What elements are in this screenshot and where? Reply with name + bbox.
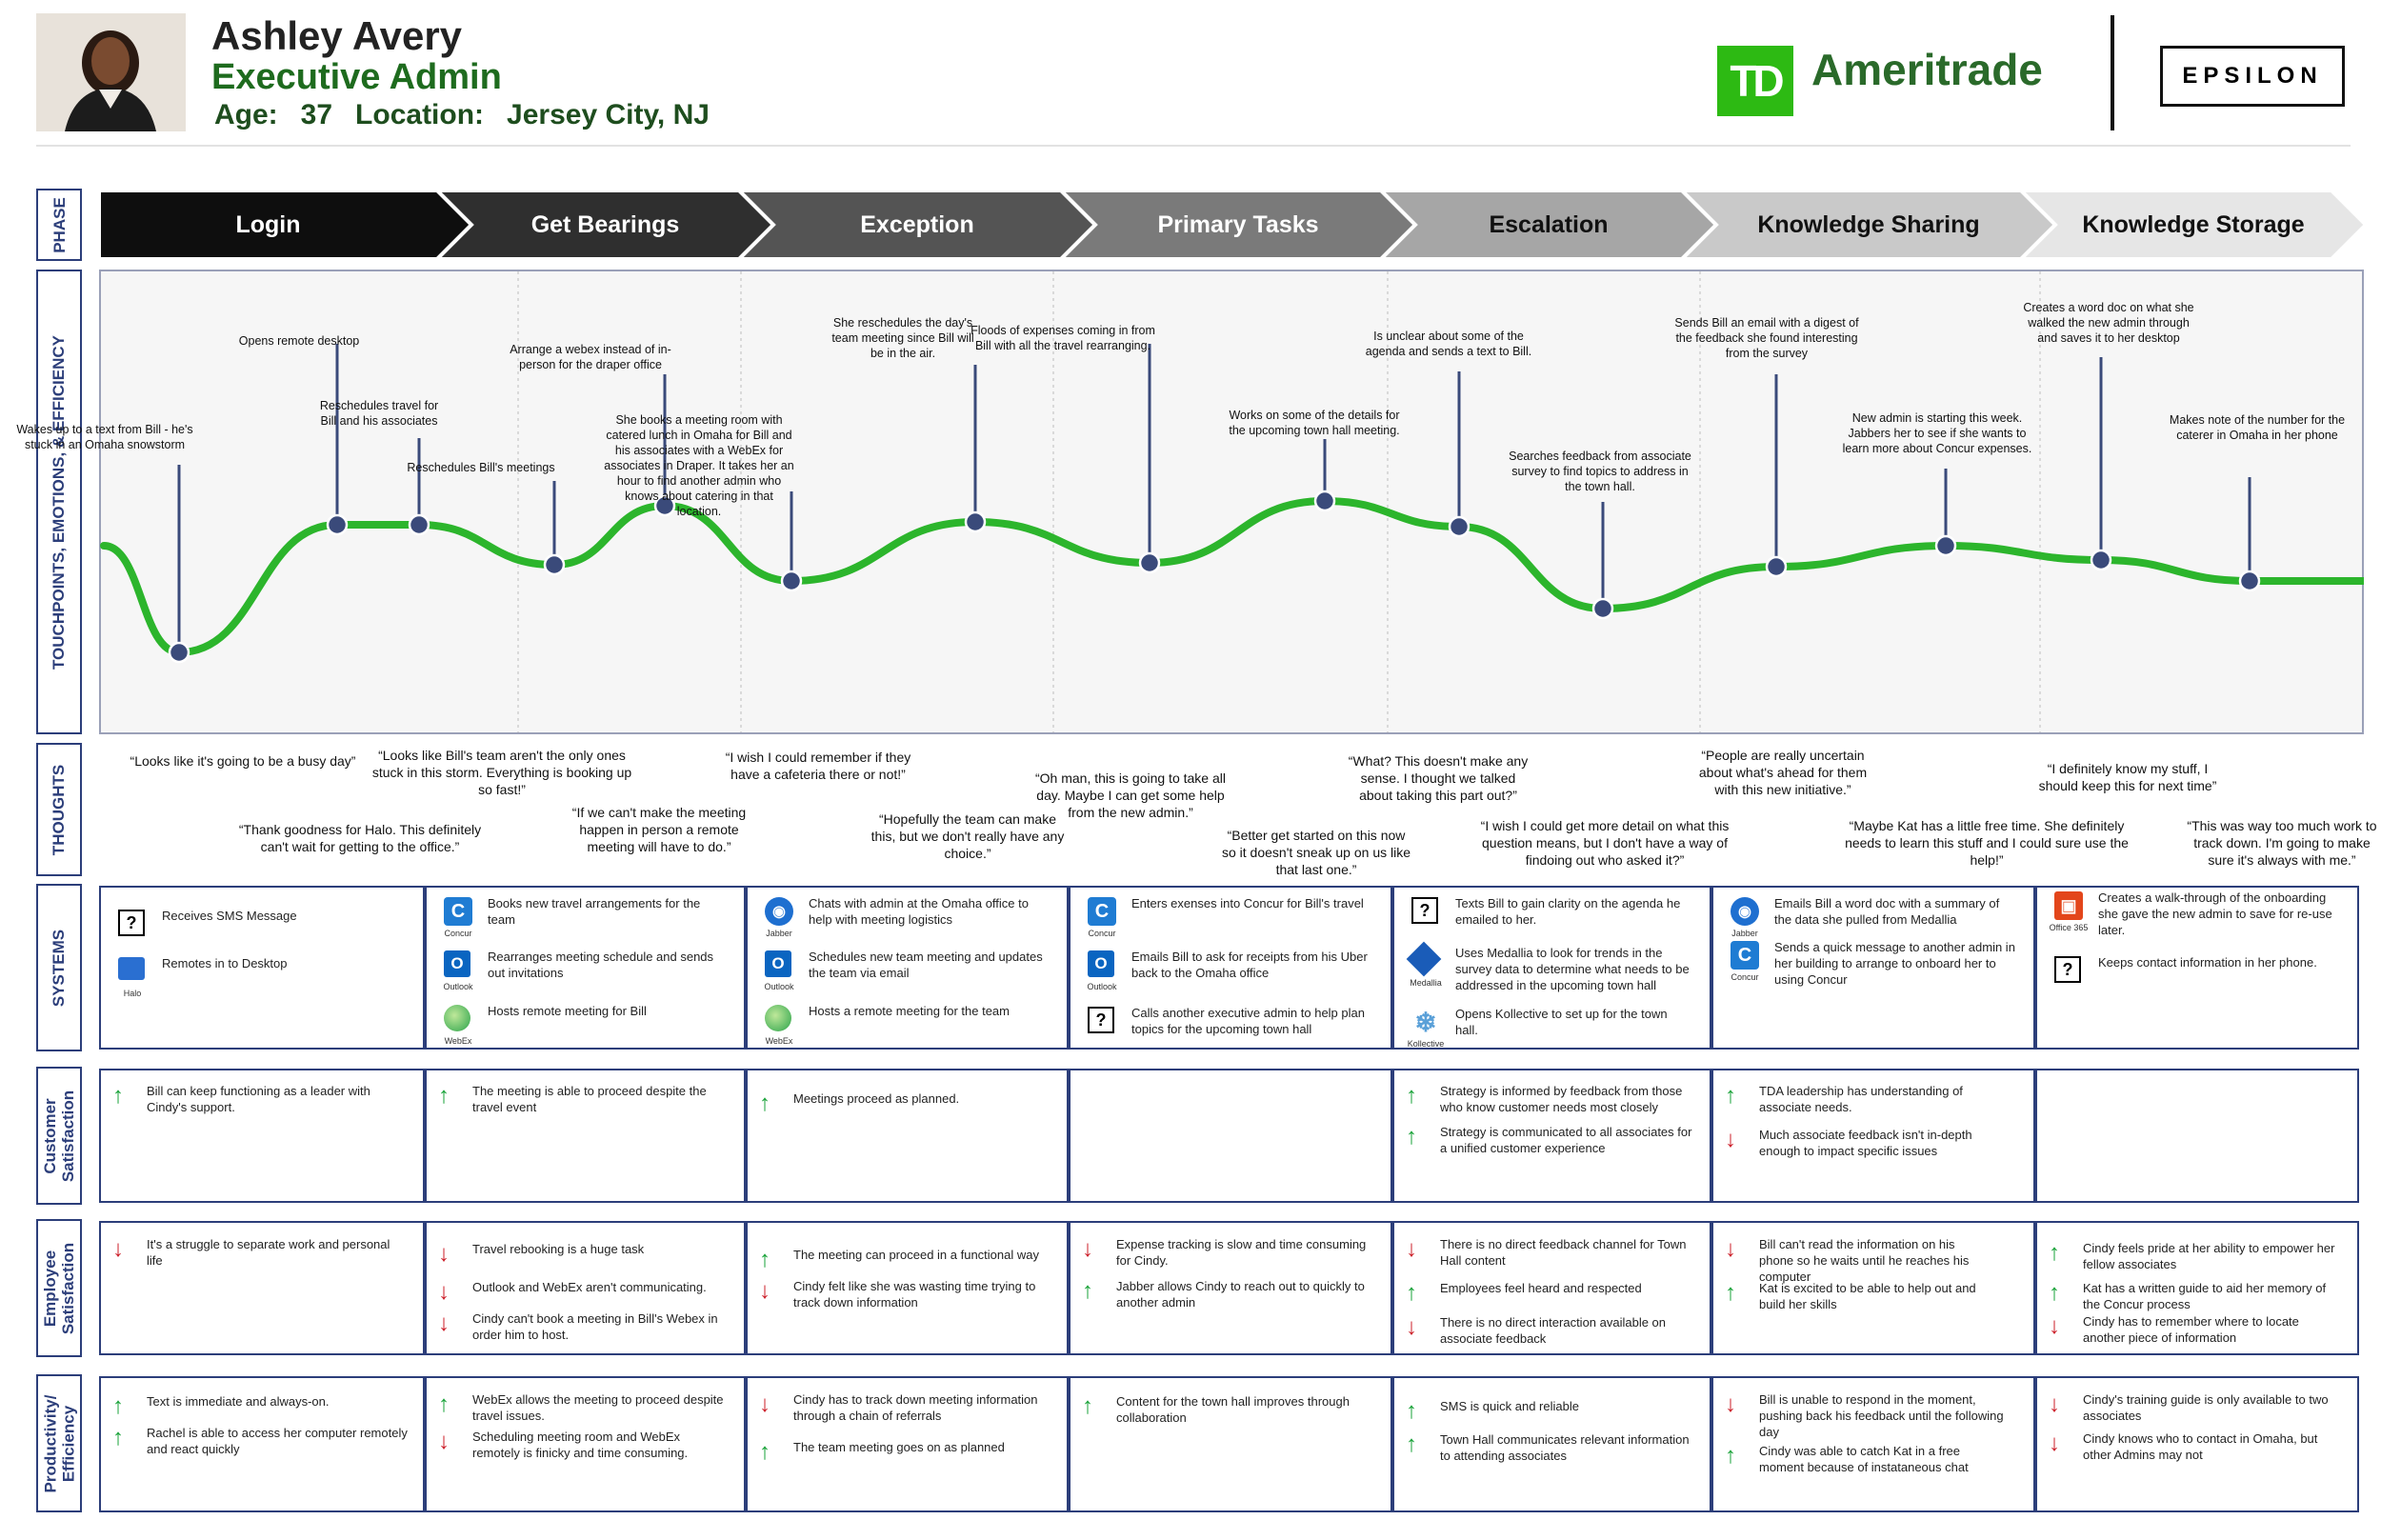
system-action-text: Emails Bill a word doc with a summary of the data she pulled from Medallia — [1774, 896, 2000, 927]
arrow-up-icon: ↑ — [1725, 1443, 1736, 1469]
customer-item: Meetings proceed as planned. — [793, 1091, 960, 1106]
phase-label-7: Knowledge Storage — [2082, 210, 2305, 238]
arrow-down-icon: ↓ — [1725, 1127, 1736, 1152]
thought-1: “Looks like it's going to be a busy day” — [130, 753, 356, 769]
touchpoint-node-10[interactable] — [1450, 517, 1469, 536]
system-action-text: Remotes in to Desktop — [162, 956, 288, 970]
system-action-text: Creates a walk-through of the onboarding she gave the new admin to save for re-use later. — [2098, 890, 2332, 937]
persona-photo — [36, 13, 186, 131]
employee-item: Expense tracking is slow and time consuming for Cindy. — [1116, 1237, 1367, 1268]
employee-item: Cindy can't book a meeting in Bill's Webex in order him to host. — [472, 1311, 718, 1342]
arrow-up-icon: ↑ — [759, 1439, 770, 1465]
touchpoint-node-3[interactable] — [410, 515, 429, 534]
phase-label-4: Primary Tasks — [1157, 210, 1319, 238]
phase-label-2: Get Bearings — [530, 210, 680, 238]
touchpoint-text-11: Searches feedback from associate survey to find topics to address in the town hall. — [1509, 450, 1691, 493]
customer-cell-7 — [2035, 1069, 2359, 1203]
system-name: Jabber — [1731, 929, 1758, 938]
touchpoint-text-9: Works on some of the details for the upcoming town hall meeting. — [1229, 409, 1400, 437]
question-icon: ? — [118, 910, 145, 936]
phase-label-1: Login — [235, 210, 301, 238]
row-label-thoughts: THOUGHTS — [36, 743, 82, 876]
row-label-employee: Employee Satisfaction — [36, 1219, 82, 1357]
thought-8: “Better get started on this now so it doesn't sneak up on us like that last one.” — [1221, 828, 1411, 877]
customer-cell-4 — [1069, 1069, 1392, 1203]
arrow-up-icon: ↑ — [112, 1425, 124, 1450]
productivity-item: The team meeting goes on as planned — [793, 1440, 1005, 1454]
arrow-down-icon: ↓ — [1406, 1314, 1417, 1340]
employee-item: It's a struggle to separate work and personal life — [147, 1237, 390, 1268]
customer-item: Strategy is informed by feedback from those who know customer needs most closely — [1440, 1084, 1683, 1114]
thought-4: “If we can't make the meeting happen in person a remote meeting will have to do.” — [571, 805, 747, 854]
header-rule — [36, 145, 2351, 147]
system-action-text: Emails Bill to ask for receipts from his Uber back to the Omaha office — [1131, 950, 1368, 980]
system-action-text: Chats with admin at the Omaha office to help with meeting logistics — [809, 896, 1029, 927]
row-label-touchpoints: TOUCHPOINTS, EMOTIONS, & EFFICIENCY — [36, 270, 82, 734]
thought-10: “I wish I could get more detail on what this question means, but I don't have a way of findoing out who asked it?” — [1480, 818, 1730, 868]
system-name: Outlook — [443, 982, 473, 991]
system-name: WebEx — [444, 1036, 472, 1046]
touchpoint-node-6[interactable] — [782, 571, 801, 590]
arrow-up-icon: ↑ — [1406, 1124, 1417, 1150]
arrow-up-icon: ↑ — [438, 1391, 450, 1417]
system-name: Halo — [123, 989, 142, 998]
touchpoint-text-6: She books a meeting room with catered lunch in Omaha for Bill and his associates with a WebEx for associates in Draper. It takes her an hour to find another admin who knows about catering in that location. — [604, 413, 794, 518]
system-name: Kollective — [1407, 1039, 1445, 1049]
touchpoint-text-4: Reschedules Bill's meetings — [407, 461, 555, 474]
touchpoint-text-14: Creates a word doc on what she walked the new admin through and saves it to her desktop — [2023, 301, 2194, 345]
system-action-text: Enters exenses into Concur for Bill's travel — [1131, 896, 1364, 910]
touchpoint-text-13: New admin is starting this week. Jabbers her to see if she wants to learn more about Concur expenses. — [1842, 411, 2032, 455]
touchpoint-text-2: Opens remote desktop — [238, 334, 360, 348]
thought-6: “Hopefully the team can make this, but we don't really have any choice.” — [870, 811, 1065, 861]
system-name: Jabber — [766, 929, 792, 938]
system-action-text: Texts Bill to gain clarity on the agenda he emailed to her. — [1455, 896, 1681, 927]
thought-12: “Maybe Kat has a little free time. She definitely needs to learn this stuff and I could sure use the help!” — [1845, 818, 2129, 868]
system-action-text: Books new travel arrangements for the team — [488, 896, 701, 927]
arrow-down-icon: ↓ — [2049, 1313, 2060, 1339]
employee-item: Employees feel heard and respected — [1440, 1281, 1642, 1295]
productivity-item: Town Hall communicates relevant information to attending associates — [1440, 1432, 1690, 1463]
touchpoint-node-1[interactable] — [170, 643, 189, 662]
arrow-up-icon: ↑ — [112, 1393, 124, 1419]
touchpoint-text-8: Floods of expenses coming in from Bill with all the travel rearranging. — [970, 324, 1155, 352]
persona-meta — [214, 99, 732, 131]
touchpoint-text-15: Makes note of the number for the caterer in Omaha in her phone — [2169, 413, 2346, 442]
arrow-up-icon: ↑ — [1406, 1280, 1417, 1306]
thought-13: “I definitely know my stuff, I should keep this for next time” — [2038, 761, 2217, 793]
thought-14: “This was way too much work to track down. I'm going to make sure it's always with me.” — [2187, 818, 2377, 868]
touchpoint-text-3: Reschedules travel for Bill and his associates — [319, 399, 439, 428]
phase-label-3: Exception — [860, 210, 974, 238]
employee-item: There is no direct feedback channel for Town Hall content — [1440, 1237, 1687, 1268]
touchpoint-node-2[interactable] — [328, 515, 347, 534]
system-action-text: Hosts a remote meeting for the team — [809, 1004, 1010, 1018]
system-action-text: Opens Kollective to set up for the town hall. — [1455, 1007, 1668, 1037]
system-action-text: Schedules new team meeting and updates the team via email — [809, 950, 1043, 980]
persona-role: Executive Admin — [211, 57, 502, 97]
touchpoint-text-10: Is unclear about some of the agenda and sends a text to Bill. — [1365, 330, 1532, 358]
arrow-down-icon: ↓ — [1082, 1236, 1093, 1262]
age-value: 37 — [300, 99, 333, 130]
touchpoint-node-9[interactable] — [1315, 491, 1334, 510]
system-name: Concur — [1088, 929, 1116, 938]
system-name: Medallia — [1410, 978, 1442, 988]
arrow-up-icon: ↑ — [1406, 1398, 1417, 1424]
system-action-text: Receives SMS Message — [162, 909, 297, 923]
arrow-down-icon: ↓ — [1725, 1391, 1736, 1417]
question-icon: ? — [1088, 1007, 1114, 1033]
phase-label-6: Knowledge Sharing — [1757, 210, 1980, 238]
concur-icon: C — [1088, 897, 1116, 926]
system-name: Concur — [444, 929, 472, 938]
arrow-up-icon: ↑ — [1406, 1431, 1417, 1457]
system-action-text: Calls another executive admin to help plan topics for the upcoming town hall — [1131, 1006, 1365, 1036]
arrow-up-icon: ↑ — [1082, 1393, 1093, 1419]
concur-icon: C — [444, 897, 472, 926]
question-icon: ? — [2054, 956, 2081, 983]
productivity-item: Text is immediate and always-on. — [147, 1394, 330, 1409]
productivity-item: Rachel is able to access her computer remotely and react quickly — [147, 1426, 408, 1456]
arrow-up-icon: ↑ — [2049, 1280, 2060, 1306]
thought-3: “Looks like Bill's team aren't the only ones stuck in this storm. Everything is booking up so fast!” — [371, 748, 632, 797]
arrow-down-icon: ↓ — [759, 1278, 770, 1304]
location-value: Jersey City, NJ — [507, 99, 710, 130]
employee-item: Bill can't read the information on his phone so he waits until he reaches his computer — [1759, 1237, 1970, 1284]
productivity-item: Bill is unable to respond in the moment, pushing back his feedback until the following day — [1759, 1392, 2004, 1439]
touchpoint-node-15[interactable] — [2240, 571, 2259, 590]
arrow-up-icon: ↑ — [1725, 1083, 1736, 1109]
phase-label-5: Escalation — [1489, 210, 1609, 238]
customer-item: Bill can keep functioning as a leader with Cindy's support. — [147, 1084, 370, 1114]
customer-item: TDA leadership has understanding of associate needs. — [1759, 1084, 1963, 1114]
logo-divider — [2111, 15, 2114, 130]
question-icon: ? — [1411, 897, 1438, 924]
productivity-item: WebEx allows the meeting to proceed despite travel issues. — [472, 1392, 724, 1423]
system-name: Outlook — [1087, 982, 1117, 991]
arrow-down-icon: ↓ — [1725, 1236, 1736, 1262]
arrow-up-icon: ↑ — [759, 1090, 770, 1116]
arrow-down-icon: ↓ — [438, 1310, 450, 1336]
arrow-up-icon: ↑ — [759, 1247, 770, 1272]
thought-7: “Oh man, this is going to take all day. Maybe I can get some help from the new admin.” — [1035, 770, 1226, 820]
office-icon: ▣ — [2054, 891, 2083, 920]
thought-2: “Thank goodness for Halo. This definitely can't wait for getting to the office.” — [238, 822, 482, 854]
arrow-up-icon: ↑ — [1725, 1280, 1736, 1306]
concur-icon: C — [1731, 941, 1759, 970]
system-name: Office 365 — [2049, 923, 2089, 932]
employee-item: Outlook and WebEx aren't communicating. — [472, 1280, 707, 1294]
system-action-text: Keeps contact information in her phone. — [2098, 955, 2317, 970]
row-label-phase: PHASE — [36, 189, 82, 261]
outlook-icon: O — [1088, 950, 1114, 977]
outlook-icon: O — [444, 950, 470, 977]
system-action-text: Hosts remote meeting for Bill — [488, 1004, 647, 1018]
location-label: Location: — [355, 99, 485, 130]
productivity-item: Scheduling meeting room and WebEx remotely is finicky and time consuming. — [472, 1430, 689, 1460]
arrow-up-icon: ↑ — [2049, 1240, 2060, 1266]
employee-item: Cindy felt like she was wasting time trying to track down information — [793, 1279, 1036, 1310]
persona-name: Ashley Avery — [211, 13, 463, 58]
arrow-up-icon: ↑ — [1082, 1278, 1093, 1304]
arrow-down-icon: ↓ — [438, 1429, 450, 1454]
row-label-productivity: Productivity/ Efficiency — [36, 1374, 82, 1512]
arrow-down-icon: ↓ — [2049, 1430, 2060, 1456]
system-action-text: Sends a quick message to another admin in her building to arrange to onboard her to using Concur — [1774, 940, 2015, 987]
touchpoint-text-5: Arrange a webex instead of in- person for the draper office — [510, 343, 671, 371]
arrow-down-icon: ↓ — [759, 1391, 770, 1417]
td-logo-word: Ameritrade — [1811, 45, 2043, 94]
touchpoint-node-11[interactable] — [1593, 599, 1612, 618]
productivity-item: SMS is quick and reliable — [1440, 1399, 1579, 1413]
system-name: WebEx — [765, 1036, 793, 1046]
touchpoint-node-12[interactable] — [1767, 557, 1786, 576]
webex-icon — [444, 1005, 470, 1031]
system-name: Outlook — [764, 982, 794, 991]
productivity-item: Cindy has to track down meeting information through a chain of referrals — [793, 1392, 1038, 1423]
arrow-down-icon: ↓ — [2049, 1391, 2060, 1417]
touchpoint-text-7: She reschedules the day's team meeting since Bill will be in the air. — [831, 316, 974, 360]
customer-item: The meeting is able to proceed despite the travel event — [472, 1084, 707, 1114]
arrow-down-icon: ↓ — [112, 1236, 124, 1262]
arrow-down-icon: ↓ — [1406, 1236, 1417, 1262]
employee-item: Jabber allows Cindy to reach out to quickly to another admin — [1116, 1279, 1365, 1310]
emotion-curve-line — [104, 501, 2364, 652]
kollective-icon: ❄ — [1414, 1007, 1437, 1037]
arrow-up-icon: ↑ — [438, 1083, 450, 1109]
touchpoint-text-12: Sends Bill an email with a digest of the feedback she found interesting from the survey — [1674, 316, 1859, 360]
touchpoint-text-1: Wakes up to a text from Bill - he's stuck in an Omaha snowstorm — [16, 423, 193, 451]
employee-item: There is no direct interaction available on associate feedback — [1440, 1315, 1667, 1346]
halo-icon — [118, 957, 145, 980]
customer-item: Strategy is communicated to all associates for a unified customer experience — [1440, 1125, 1692, 1155]
arrow-up-icon: ↑ — [112, 1083, 124, 1109]
employee-item: Kat has a written guide to aid her memory of the Concur process — [2083, 1281, 2327, 1311]
thought-9: “What? This doesn't make any sense. I thought we talked about taking this part out?” — [1348, 753, 1529, 803]
touchpoint-node-8[interactable] — [1140, 553, 1159, 572]
touchpoint-node-7[interactable] — [966, 512, 985, 531]
productivity-item: Cindy knows who to contact in Omaha, but other Admins may not — [2083, 1431, 2318, 1462]
productivity-item: Cindy's training guide is only available to two associates — [2083, 1392, 2329, 1423]
employee-item: Cindy has to remember where to locate another piece of information — [2083, 1314, 2299, 1345]
productivity-item: Cindy was able to catch Kat in a free moment because of instataneous chat — [1759, 1444, 1969, 1474]
outlook-icon: O — [765, 950, 791, 977]
system-action-text: Rearranges meeting schedule and sends out invitations — [488, 950, 714, 980]
productivity-item: Content for the town hall improves through collaboration — [1116, 1394, 1350, 1425]
touchpoint-node-4[interactable] — [545, 555, 564, 574]
system-name: Concur — [1731, 972, 1759, 982]
arrow-down-icon: ↓ — [438, 1279, 450, 1305]
arrow-down-icon: ↓ — [438, 1241, 450, 1267]
employee-item: Kat is excited to be able to help out and build her skills — [1759, 1281, 1976, 1311]
customer-cell-3 — [746, 1069, 1069, 1203]
thought-5: “I wish I could remember if they have a cafeteria there or not!” — [725, 750, 911, 782]
customer-item: Much associate feedback isn't in-depth enough to impact specific issues — [1759, 1128, 1972, 1158]
employee-item: The meeting can proceed in a functional way — [793, 1248, 1039, 1262]
touchpoint-node-14[interactable] — [2091, 550, 2111, 570]
employee-item: Travel rebooking is a huge task — [472, 1242, 645, 1256]
td-logo-mark: TD — [1717, 46, 1793, 116]
webex-icon — [765, 1005, 791, 1031]
age-label: Age: — [214, 99, 278, 130]
system-action-text: Uses Medallia to look for trends in the survey data to determine what needs to be addressed in the upcoming town hall — [1455, 946, 1690, 992]
jabber-icon: ◉ — [765, 897, 793, 926]
arrow-up-icon: ↑ — [1406, 1083, 1417, 1109]
employee-item: Cindy feels pride at her ability to empower her fellow associates — [2083, 1241, 2335, 1271]
thought-11: “People are really uncertain about what's ahead for them with this new initiative.” — [1698, 748, 1868, 797]
row-label-systems: SYSTEMS — [36, 884, 82, 1051]
jabber-icon: ◉ — [1731, 897, 1759, 926]
touchpoint-node-13[interactable] — [1936, 536, 1955, 555]
row-label-customer: Customer Satisfaction — [36, 1067, 82, 1205]
epsilon-logo: EPSILON — [2160, 46, 2345, 107]
